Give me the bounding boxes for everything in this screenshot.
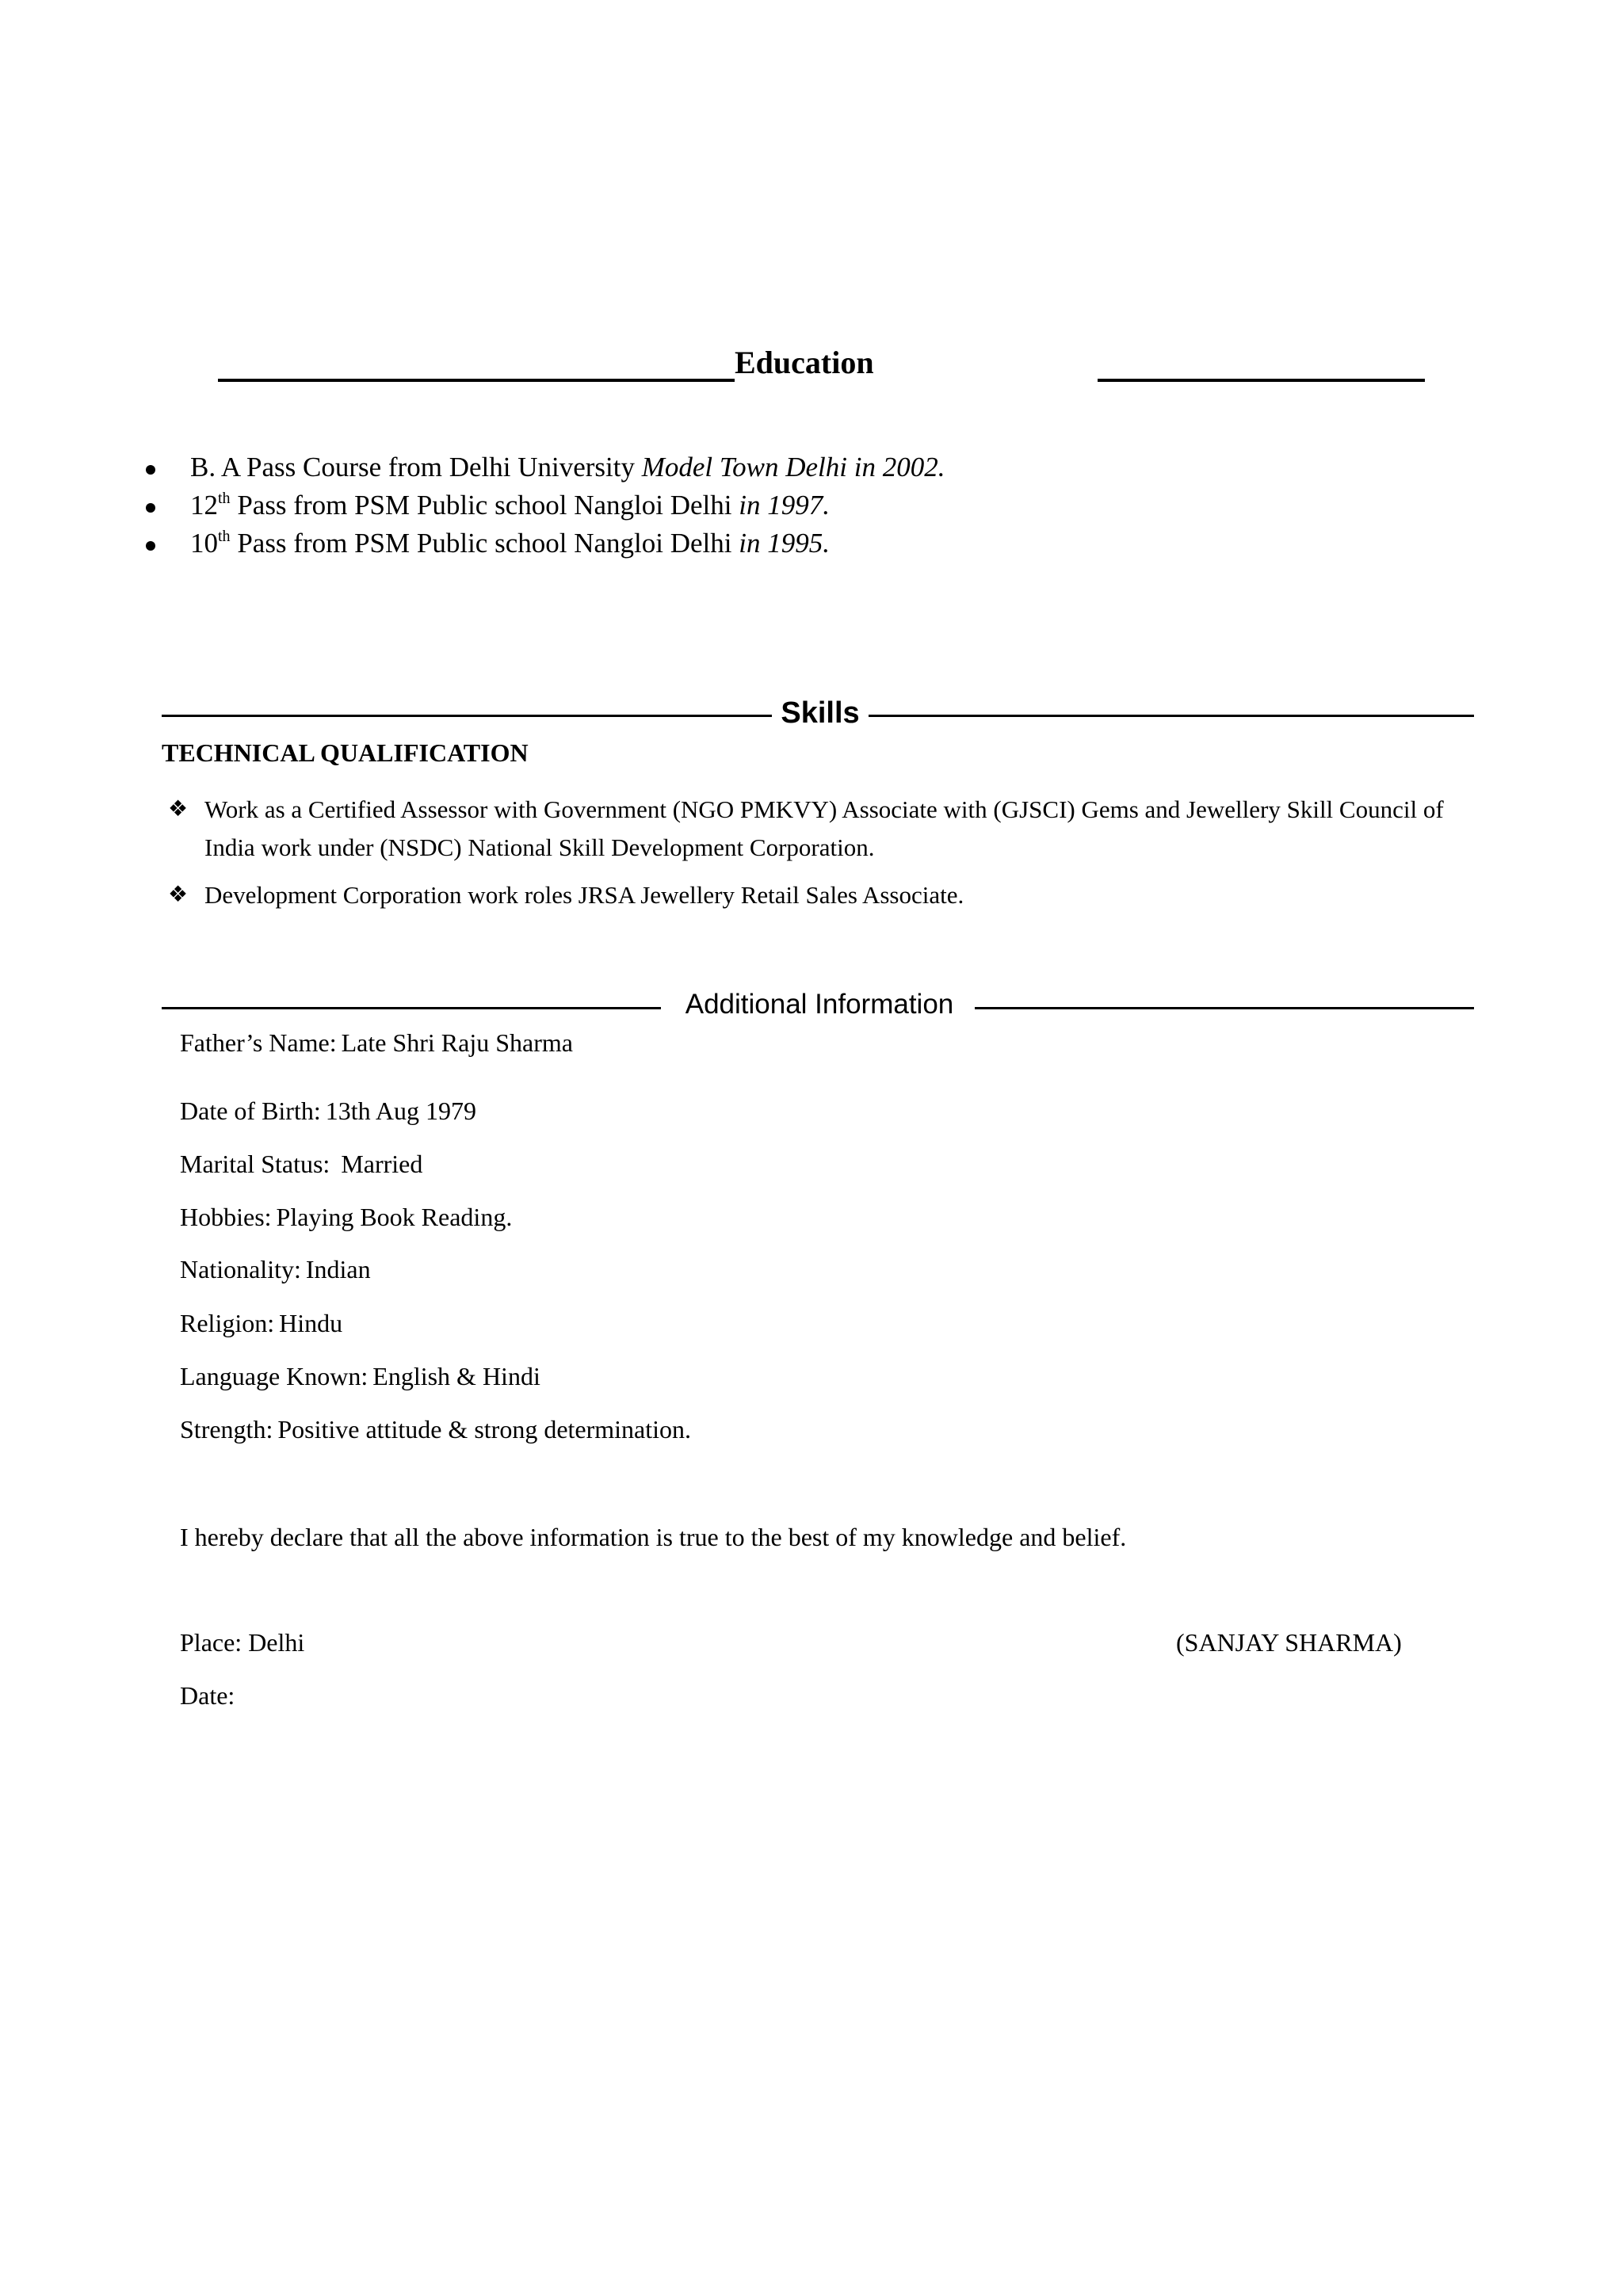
- education-detail: Model Town Delhi in 2002.: [641, 452, 945, 482]
- education-grade: 12: [190, 490, 218, 521]
- place-text: Place: Delhi: [180, 1628, 305, 1657]
- info-value: Hindu: [279, 1309, 343, 1337]
- info-label: Language Known:: [180, 1362, 369, 1390]
- additional-info-title: Additional Information: [685, 989, 954, 1020]
- education-text: Pass from PSM Public school Nangloi Delhi: [230, 528, 739, 559]
- bullet-icon: [146, 541, 155, 551]
- bullet-icon: [146, 465, 155, 475]
- info-label: Father’s Name:: [180, 1028, 337, 1057]
- education-item: [143, 448, 945, 486]
- info-value: 13th Aug 1979: [325, 1097, 476, 1125]
- info-value: English & Hindi: [372, 1362, 540, 1390]
- education-year: in 1995.: [739, 528, 830, 559]
- education-heading: [218, 339, 1425, 383]
- date-text: Date:: [180, 1681, 235, 1710]
- skills-list: [168, 791, 1452, 924]
- heading-rule-right: [869, 715, 1474, 717]
- declaration-text: I hereby declare that all the above information is true to the best of my knowledge and belief.: [180, 1523, 1127, 1551]
- info-label: Hobbies:: [180, 1203, 272, 1231]
- diamond-bullet-icon: ❖: [168, 797, 189, 822]
- education-list: [143, 448, 945, 563]
- info-value: Positive attitude & strong determination.: [277, 1415, 692, 1444]
- info-label: Religion:: [180, 1309, 275, 1337]
- info-label: Date of Birth:: [180, 1097, 321, 1125]
- info-label: Nationality:: [180, 1255, 301, 1283]
- info-hobbies: [180, 1203, 512, 1232]
- info-marital-status: [180, 1150, 422, 1179]
- education-text: Pass from PSM Public school Nangloi Delhi: [230, 490, 739, 521]
- info-label: Strength:: [180, 1415, 273, 1444]
- info-date-of-birth: [180, 1097, 476, 1126]
- additional-info-heading: [162, 987, 1474, 1027]
- info-religion: [180, 1309, 342, 1338]
- info-value: Playing Book Reading.: [276, 1203, 513, 1231]
- diamond-bullet-icon: ❖: [168, 883, 189, 907]
- heading-rule-left: [162, 1007, 661, 1009]
- info-father-name: [180, 1028, 573, 1058]
- info-value: Indian: [305, 1255, 371, 1283]
- skills-title: Skills: [781, 696, 860, 730]
- skills-heading: [162, 695, 1474, 734]
- heading-rule-right: [1098, 379, 1425, 382]
- education-year: in 1997.: [739, 490, 830, 521]
- ordinal-suffix: th: [218, 490, 231, 507]
- heading-rule-left: [162, 715, 772, 717]
- info-nationality: [180, 1255, 371, 1284]
- education-item: [143, 486, 945, 524]
- education-title: Education: [735, 345, 874, 380]
- info-value: Late Shri Raju Sharma: [341, 1028, 573, 1057]
- technical-qualification-heading: TECHNICAL QUALIFICATION: [162, 738, 529, 767]
- heading-rule-left: [218, 379, 735, 382]
- info-label: Marital Status:: [180, 1150, 330, 1178]
- info-value: Married: [334, 1150, 423, 1178]
- skill-item: [168, 876, 1452, 914]
- education-grade: 10: [190, 528, 218, 559]
- signature-name: (SANJAY SHARMA): [1176, 1628, 1402, 1657]
- skill-text: Development Corporation work roles JRSA Jewellery Retail Sales Associate.: [204, 881, 964, 909]
- heading-rule-right: [975, 1007, 1474, 1009]
- ordinal-suffix: th: [218, 528, 231, 545]
- education-item: [143, 524, 945, 563]
- education-text: B. A Pass Course from Delhi University: [190, 452, 642, 482]
- bullet-icon: [146, 503, 155, 513]
- skill-text: Work as a Certified Assessor with Government (NGO PMKVY) Associate with (GJSCI) Gems and Jewellery Skill Council of India work under (NSDC) National Skill Development Corporation.: [204, 795, 1444, 861]
- info-language-known: [180, 1362, 540, 1391]
- skill-item: [168, 791, 1452, 867]
- info-strength: [180, 1415, 691, 1444]
